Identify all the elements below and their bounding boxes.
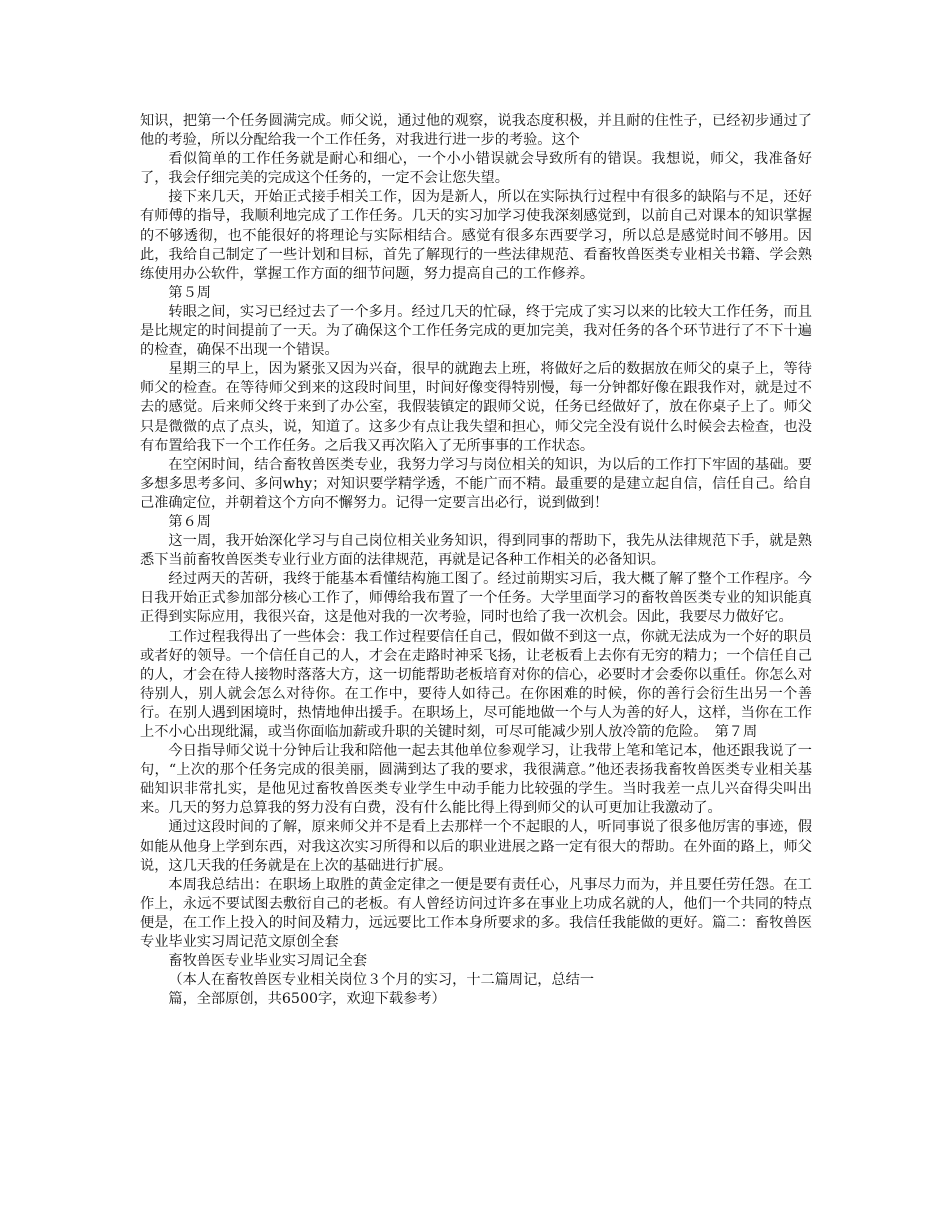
paragraph: 看似简单的工作任务就是耐心和细心，一个小小错误就会导致所有的错误。我想说，师父，我准备好了，我会仔细完美的完成这个任务的，一定不会让您失望。 xyxy=(140,151,812,187)
paragraph: 通过这段时间的了解，原来师父并不是看上去那样一个不起眼的人，听同事说了很多他厉害的事迹，假如能从他身上学到东西，对我这次实习所得和以后的职业进展之路一定有很大的帮助。在外面的路上，师父说，这几天我的任务就是在上次的基础进行扩展。 xyxy=(140,819,812,874)
paragraph: 在空闲时间，结合畜牧兽医类专业，我努力学习与岗位相关的知识，为以后的工作打下牢固的基础。要多想多思考多问、多问why；对知识要学精学透，不能广而不精。最重要的是建立起自信，信任自己。给自己准确定位，并朝着这个方向不懈努力。记得一定要言出必行，说到做到！ xyxy=(140,456,812,511)
paragraph: 本周我总结出：在职场上取胜的黄金定律之一便是要有责任心，凡事尽力而为，并且要任劳任怨。在工作上，永远不要试图去敷衍自己的老板。有人曾经访问过许多在事业上功成名就的人，他们一个共同的特点便是，在工作上投入的时间及精力，远远要比工作本身所要求的多。我信任我能做的更好。篇二：畜牧兽医专业毕业实习周记范文原创全套 xyxy=(140,876,812,951)
section-title: 畜牧兽医专业毕业实习周记全套 xyxy=(168,953,368,970)
paragraph: 转眼之间，实习已经过去了一个多月。经过几天的忙碌，终于完成了实习以来的比较大工作任务，而且是比规定的时间提前了一天。为了确保这个工作任务完成的更加完美，我对任务的各个环节进行了不下十遍的检查，确保不出现一个错误。 xyxy=(140,303,812,359)
paragraph: 今日指导师父说十分钟后让我和陪他一起去其他单位参观学习，让我带上笔和笔记本，他还跟我说了一句，“上次的那个任务完成的很美丽，圆满到达了我的要求，我很满意。”他还表扬我畜牧兽医类专业相关基础知识非常扎实，是他见过畜牧兽医类专业学生中动手能力比较强的学生。当时我差一点儿兴奋得尖叫出来。几天的努力总算我的努力没有白费，没有什么能比得上得到师父的认可更加让我激动了。 xyxy=(140,743,812,817)
paragraph: 星期三的早上，因为紧张又因为兴奋，很早的就跑去上班，将做好之后的数据放在师父的桌子上，等待师父的检查。在等待师父到来的这段时间里，时间好像变得特别慢，每一分钟都好像在跟我作对，就是过不去的感觉。后来师父终于来到了办公室，我假装镇定的跟师父说，任务已经做好了，放在你桌子上了。师父只是微微的点了点头，说，知道了。这多少有点让我失望和担心，师父完全没有说什么时候会去检查，也没有布置给我下一个工作任务。之后我又再次陷入了无所事事的工作状态。 xyxy=(140,361,812,454)
week-heading: 第６周 xyxy=(168,513,211,530)
paragraph: 经过两天的苦研，我终于能基本看懂结构施工图了。经过前期实习后，我大概了解了整个工作程序。今日我开始正式参加部分核心工作了，师傅给我布置了一个任务。大学里面学习的畜牧兽医类专业的知识能真正得到实际应用，我很兴奋，这是他对我的一次考验，同时也给了我一次机会。因此，我要尽力做好它。 xyxy=(140,571,812,626)
paragraph: 知识，把第一个任务圆满完成。师父说，通过他的观察，说我态度积极，并且耐的住性子，已经初步通过了他的考验，所以分配给我一个工作任务，对我进行进一步的考验。这个 xyxy=(140,113,812,149)
week-heading: 第５周 xyxy=(168,284,211,301)
document-body xyxy=(140,112,812,1009)
paragraph: 工作过程我得出了一些体会：我工作过程要信任自己，假如做不到这一点，你就无法成为一个好的职员或者好的领导。一个信任自己的人，才会在走路时神采飞扬，让老板看上去你有无穷的精力；一个信任自己的人，才会在待人接物时落落大方，这一切能帮助老板培育对你的信心，必要时才会委你以重任。你怎么对待别人，别人就会怎么对待你。在工作中，要待人如待己。在你困难的时候，你的善行会衍生出另一个善行。在别人遇到困境时，热情地伸出援手。在职场上，尽可能地做一个与人为善的好人，这样，当你在工作上不小心出现纰漏，或当你面临加薪或升职的关键时刻，可尽可能减少别人放冷箭的危险。 第７周 xyxy=(140,628,812,740)
paragraph: 接下来几天，开始正式接手相关工作，因为是新人，所以在实际执行过程中有很多的缺陷与不足，还好有师傅的指导，我顺利地完成了工作任务。几天的实习加学习使我深刻感觉到，以前自己对课本的知识掌握的不够透彻，也不能很好的将理论与实际相结合。感觉有很多东西要学习，所以总是感觉时间不够用。因此，我给自己制定了一些计划和目标，首先了解现行的一些法律规范、看畜牧兽医类专业相关书籍、学会熟练使用办公软件，掌握工作方面的细节问题，努力提高自己的工作修养。 xyxy=(140,189,812,282)
paragraph: 这一周，我开始深化学习与自己岗位相关业务知识，得到同事的帮助下，我先从法律规范下手，就是熟悉下当前畜牧兽医类专业行业方面的法律规范，再就是记各种工作相关的必备知识。 xyxy=(140,533,812,569)
paragraph: 篇，全部原创，共6500字，欢迎下载参考） xyxy=(168,991,446,1008)
paragraph: （本人在畜牧兽医专业相关岗位３个月的实习，十二篇周记，总结一 xyxy=(168,972,595,989)
